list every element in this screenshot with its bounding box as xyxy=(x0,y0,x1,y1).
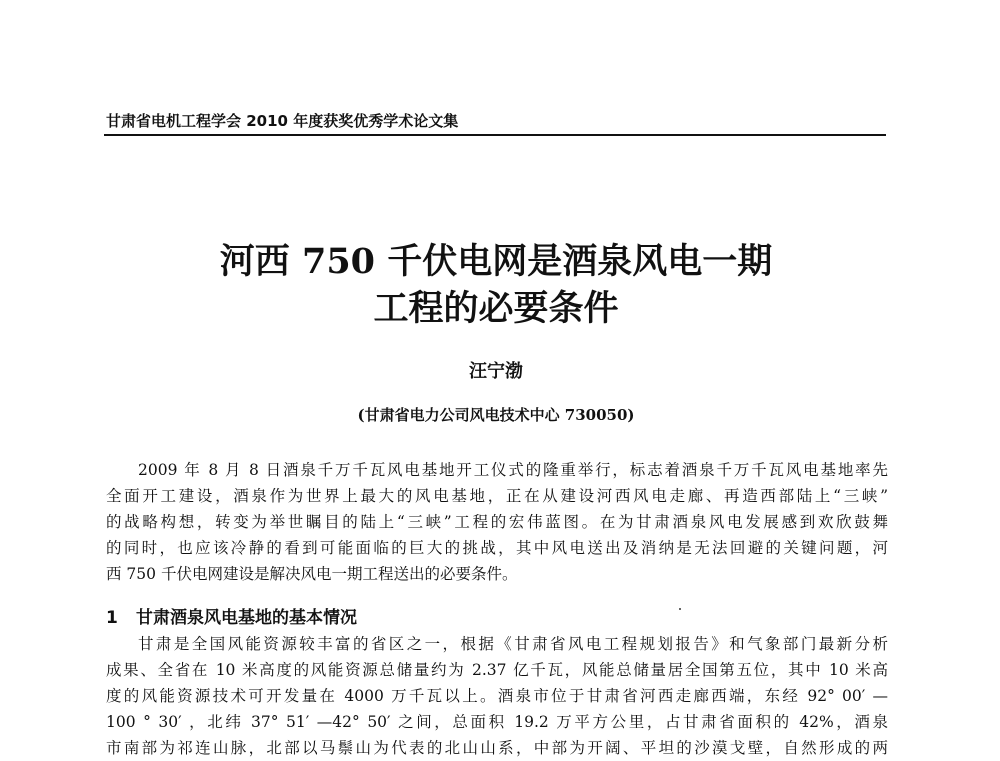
section-1-line-2: 成果、全省在 10 米高度的风能资源总储量约为 2.37 亿千瓦，风能总储量居全国第五位，其中 10 米高 xyxy=(106,661,888,679)
intro-line-3: 的战略构想，转变为举世瞩目的陆上“三峡”工程的宏伟蓝图。在为甘肃酒泉风电发展感到欢欣鼓舞 xyxy=(106,513,888,531)
section-1-title: 甘肃酒泉风电基地的基本情况 xyxy=(136,608,357,628)
author-name: 汪宁渤 xyxy=(469,361,523,382)
section-1-heading xyxy=(106,603,357,628)
section-1-line-5: 市南部为祁连山脉，北部以马鬃山为代表的北山山系，中部为开阔、平坦的沙漠戈壁，自然形成的两 xyxy=(106,739,888,757)
scan-dot xyxy=(679,608,681,610)
header-rule xyxy=(104,134,886,136)
section-1-paragraph xyxy=(106,631,888,761)
section-1-number: 1 xyxy=(106,608,118,628)
intro-paragraph xyxy=(106,457,888,587)
intro-line-2: 全面开工建设，酒泉作为世界上最大的风电基地，正在从建设河西风电走廊、再造西部陆上“三峡” xyxy=(106,487,888,505)
article-title-line-1: 河西 750 千伏电网是酒泉风电一期 xyxy=(219,241,773,282)
running-header: 甘肃省电机工程学会 2010 年度获奖优秀学术论文集 xyxy=(106,112,459,130)
intro-line-4: 的同时，也应该冷静的看到可能面临的巨大的挑战，其中风电送出及消纳是无法回避的关键问题，河 xyxy=(106,539,888,557)
section-1-line-4: 100 ° 30′ ，北纬 37° 51′ —42° 50′ 之间，总面积 19.2 万平方公里，占甘肃省面积的 42%，酒泉 xyxy=(106,713,888,731)
author-affiliation: (甘肃省电力公司风电技术中心 730050) xyxy=(357,406,635,424)
intro-line-1: 2009 年 8 月 8 日酒泉千万千瓦风电基地开工仪式的隆重举行，标志着酒泉千万千瓦风电基地率先 xyxy=(138,461,888,479)
article-title-line-2: 工程的必要条件 xyxy=(373,288,619,329)
section-1-line-1: 甘肃是全国风能资源较丰富的省区之一，根据《甘肃省风电工程规划报告》和气象部门最新分析 xyxy=(138,635,888,653)
intro-line-5: 西 750 千伏电网建设是解决风电一期工程送出的必要条件。 xyxy=(106,565,518,583)
section-1-line-3: 度的风能资源技术可开发量在 4000 万千瓦以上。酒泉市位于甘肃省河西走廊西端，东经 92° 00′ — xyxy=(106,687,888,705)
